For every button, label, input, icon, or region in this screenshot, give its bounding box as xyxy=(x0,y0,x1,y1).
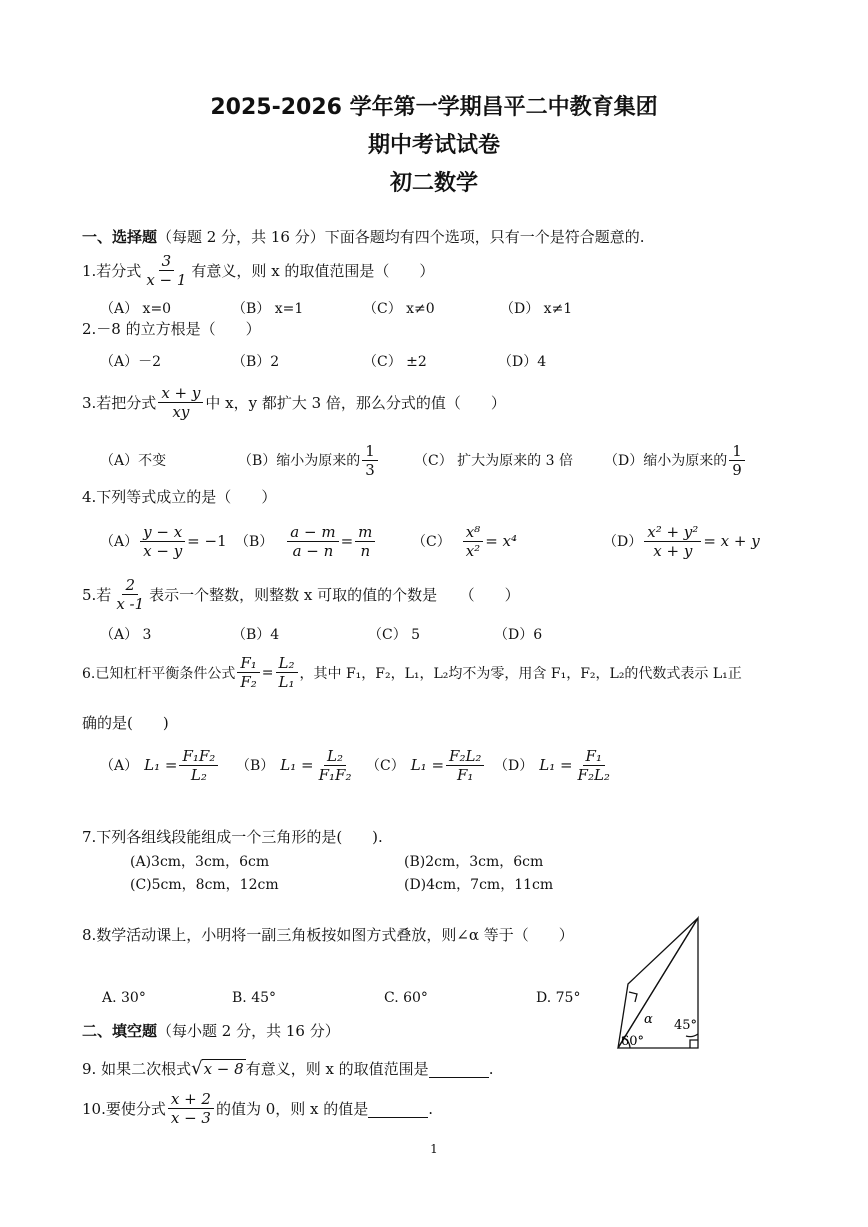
question-2-stem: 2.－8 的立方根是（ ） xyxy=(82,320,261,338)
q4-c-den: x² xyxy=(465,541,481,560)
question-6-stem: 6.已知杠杆平衡条件公式 $\frac{\text{F₁}}{\text{F₂}}$ = $\frac{\text{L₂}}{\text{L₁}}$ ，其中 F₁，F₂，L₁，L₂均不为零，用含 F₁，F₂，L₂的代数式表示 L₁正 xyxy=(82,654,742,691)
q3-option-d-text: （D）缩小为原来的 xyxy=(604,453,728,469)
q1-prefix: 1.若分式 xyxy=(82,262,142,280)
q6-prefix: 6.已知杠杆平衡条件公式 xyxy=(82,665,236,682)
q4-b-rnum: m xyxy=(355,523,375,542)
q10-prefix: 10.要使分式 xyxy=(82,1100,166,1118)
q6-d-label: （D） xyxy=(494,758,534,774)
q1-option-b: （B） x=1 xyxy=(232,301,304,317)
q10-end: . xyxy=(428,1099,434,1118)
q9-radicand: x − 8 xyxy=(203,1060,244,1078)
question-7-stem: 7.下列各组线段能组成一个三角形的是( ). xyxy=(82,828,383,846)
q4-b-rden: n xyxy=(360,541,371,560)
q4-option-b: （B） $\frac{a - m}{a - n}$ = $\frac{m}{n}$ xyxy=(235,518,377,564)
q3-d-num: 1 xyxy=(729,442,745,461)
question-4-stem: 4.下列等式成立的是（ ） xyxy=(82,488,277,506)
triangle-rulers-figure xyxy=(600,912,712,1054)
q6-a-den: L₂ xyxy=(190,765,207,784)
q5-option-d: （D）6 xyxy=(494,627,543,643)
q4-d-rhs: = x + y xyxy=(703,532,760,550)
q5-den: x -1 xyxy=(116,595,145,613)
q4-option-d xyxy=(603,518,760,564)
q5-option-a: （A） 3 xyxy=(100,627,152,643)
q3-d-den: 9 xyxy=(732,460,742,479)
q4-d-num: x² + y² xyxy=(644,523,701,542)
q6-c-fraction xyxy=(446,747,484,784)
q6-b-label: （B） xyxy=(236,758,275,774)
q6-option-c xyxy=(366,742,486,788)
q4-a-rhs: = −1 xyxy=(187,532,227,550)
question-10-stem xyxy=(82,1090,433,1127)
q3-fraction xyxy=(158,384,203,421)
q10-den: x − 3 xyxy=(170,1109,211,1127)
q4-option-a xyxy=(100,518,227,564)
q6-d-den: F₂L₂ xyxy=(577,765,610,784)
q6-b-den: F₁F₂ xyxy=(318,765,352,784)
q5-prefix: 5.若 xyxy=(82,586,112,604)
q8-option-b: B. 45° xyxy=(232,990,277,1006)
q8-option-c: C. 60° xyxy=(384,990,428,1006)
q4-b-fraction xyxy=(287,523,338,560)
q10-fraction xyxy=(168,1090,214,1127)
q6-b-num: L₂ xyxy=(324,747,346,766)
q4-option-c xyxy=(412,518,517,564)
exam-title-line2: 期中考试试卷 xyxy=(367,133,500,158)
q3-b-num: 1 xyxy=(362,442,378,461)
section2-heading xyxy=(82,1020,340,1041)
q6-r-num: L₂ xyxy=(276,654,298,673)
question-5-stem xyxy=(82,576,520,613)
q6-c-den: F₁ xyxy=(457,765,474,784)
q4-d-den: x + y xyxy=(653,541,693,560)
exam-title-line3: 初二数学 xyxy=(389,171,478,196)
q5-num: 2 xyxy=(122,576,138,595)
q9-end: . xyxy=(488,1059,494,1078)
q6-a-num: F₁F₂ xyxy=(179,747,218,766)
question-1-stem xyxy=(82,252,434,289)
q3-num: x + y xyxy=(158,384,203,403)
q7-option-b: (B)2cm，3cm，6cm xyxy=(404,854,544,870)
q3-suffix: 中 x，y 都扩大 3 倍，那么分式的值（ ） xyxy=(205,394,506,412)
section1-heading xyxy=(82,226,645,247)
exam-title-line1: 2025-2026 学年第一学期昌平二中教育集团 xyxy=(210,95,658,120)
q2-option-c: （C） ±2 xyxy=(363,354,427,370)
q2-option-d: （D）4 xyxy=(498,354,547,370)
page-number: 1 xyxy=(430,1142,438,1156)
section2-note: （每小题 2 分，共 16 分） xyxy=(157,1022,340,1040)
q6-a-label: （A） xyxy=(100,758,139,774)
q5-option-c: （C） 5 xyxy=(368,627,421,643)
q3-option-b-fraction xyxy=(362,442,378,479)
label-45-deg: 45° xyxy=(674,1018,698,1033)
q1-option-d: （D） x≠1 xyxy=(500,301,573,317)
q4-d-label: （D） xyxy=(603,534,643,550)
q6-l-num: F₁ xyxy=(237,654,259,673)
q6-option-a xyxy=(100,742,220,788)
q10-answer-blank[interactable] xyxy=(368,1099,428,1118)
q1-option-c: （C） x≠0 xyxy=(363,301,435,317)
q4-a-num: y − x xyxy=(140,523,185,542)
q7-option-a: (A)3cm，3cm，6cm xyxy=(130,854,270,870)
q9-answer-blank[interactable] xyxy=(429,1059,489,1078)
q4-c-num: x⁸ xyxy=(463,523,483,542)
q1-den: x − 1 xyxy=(146,271,187,289)
q7-option-c: (C)5cm，8cm，12cm xyxy=(130,877,279,893)
q6-d-fraction xyxy=(575,747,613,784)
q6-c-lhs: L₁ = xyxy=(410,756,445,774)
alpha-label: α xyxy=(644,1012,653,1027)
q6-l-den: F₂ xyxy=(240,673,257,691)
q5-suffix: 表示一个整数，则整数 x 可取的值的个数是 （ ） xyxy=(149,586,520,604)
question-3-stem xyxy=(82,384,506,421)
q9-prefix: 9. 如果二次根式 xyxy=(82,1060,192,1078)
q10-num: x + 2 xyxy=(168,1090,214,1109)
right-angle-mark-bottom xyxy=(690,1040,698,1048)
q10-suffix: 的值为 0，则 x 的值是 xyxy=(215,1100,369,1118)
q1-suffix: 有意义，则 x 的取值范围是（ ） xyxy=(191,262,435,280)
q6-lhs-fraction xyxy=(237,654,259,691)
q4-b-rhs-fraction xyxy=(355,523,375,560)
q5-option-b: （B）4 xyxy=(232,627,280,643)
q4-a-fraction xyxy=(140,523,185,560)
q2-option-a: （A）－2 xyxy=(100,354,162,370)
q6-a-lhs: L₁ = xyxy=(144,756,178,774)
q6-line2: 确的是( ) xyxy=(82,714,169,732)
q3-option-a: （A）不变 xyxy=(100,453,167,469)
q4-c-label: （C） xyxy=(412,534,451,550)
q4-b-num: a − m xyxy=(287,523,338,542)
q4-c-rhs: = x⁴ xyxy=(485,532,518,550)
question-8-stem: 8.数学活动课上，小明将一副三角板按如图方式叠放，则∠α 等于（ ） xyxy=(82,926,574,944)
q1-num: 3 xyxy=(159,252,175,271)
question-9-stem xyxy=(82,1058,493,1079)
label-60-deg: 60° xyxy=(621,1034,645,1049)
q6-d-num: F₁ xyxy=(583,747,605,766)
q3-option-c: （C） 扩大为原来的 3 倍 xyxy=(414,453,573,469)
q3-option-b-text: （B）缩小为原来的 xyxy=(238,453,361,469)
q9-suffix: 有意义，则 x 的取值范围是 xyxy=(245,1060,429,1078)
q4-d-fraction xyxy=(644,523,701,560)
q4-c-fraction xyxy=(463,523,483,560)
q6-d-lhs: L₁ = xyxy=(539,756,573,774)
q3-b-den: 3 xyxy=(365,460,375,479)
q6-c-label: （C） xyxy=(366,758,405,774)
q3-option-d xyxy=(604,440,747,480)
q3-option-d-fraction xyxy=(729,442,745,479)
q7-option-d: (D)4cm，7cm，11cm xyxy=(404,877,554,893)
right-angle-mark-left xyxy=(629,992,637,1002)
q5-fraction xyxy=(113,576,147,613)
section2-label: 二、填空题 xyxy=(82,1022,158,1040)
q6-option-b xyxy=(236,742,356,788)
q1-option-a: （A） x=0 xyxy=(100,301,172,317)
q6-c-num: F₂L₂ xyxy=(446,747,484,766)
q4-b-label: （B） xyxy=(235,534,274,550)
section1-note: （每题 2 分，共 16 分）下面各题均有四个选项，只有一个是符合题意的. xyxy=(157,228,645,246)
q6-b-fraction xyxy=(316,747,355,784)
q3-den: xy xyxy=(172,403,190,421)
q6-option-d xyxy=(494,742,615,788)
q6-r-den: L₁ xyxy=(278,673,295,691)
angle-45-arc xyxy=(686,1034,698,1037)
section1-label: 一、选择题 xyxy=(82,228,158,246)
q6-a-fraction xyxy=(179,747,218,784)
q1-fraction xyxy=(143,252,189,289)
q8-option-d: D. 75° xyxy=(536,990,581,1006)
q3-option-b xyxy=(238,440,380,480)
sqrt-symbol: √ xyxy=(191,1058,203,1079)
q8-option-a: A. 30° xyxy=(102,990,146,1006)
q6-suffix: ，其中 F₁，F₂，L₁，L₂均不为零，用含 F₁，F₂，L₂的代数式表示 L₁正 xyxy=(299,665,742,682)
q4-a-label: （A） xyxy=(100,534,139,550)
q2-option-b: （B）2 xyxy=(232,354,280,370)
q6-b-lhs: L₁ = xyxy=(280,756,314,774)
q3-prefix: 3.若把分式 xyxy=(82,394,157,412)
q6-rhs-fraction xyxy=(276,654,298,691)
q4-b-den: a − n xyxy=(292,541,334,560)
q4-a-den: x − y xyxy=(143,541,183,560)
